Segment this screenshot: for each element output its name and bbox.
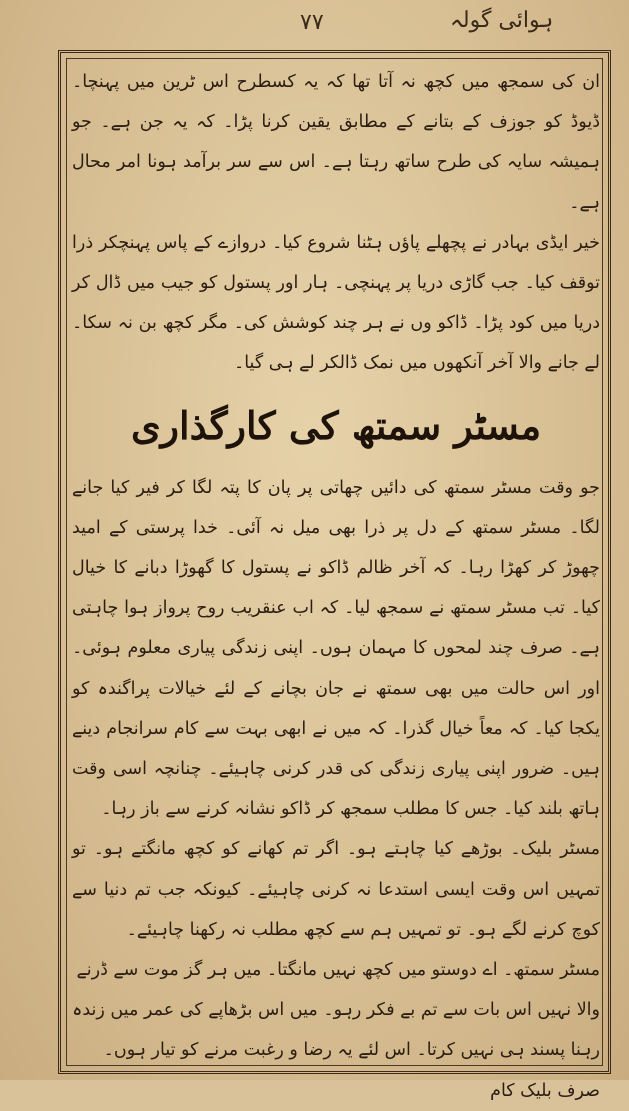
page-header bbox=[0, 4, 629, 44]
paragraph-smith-shot: جو وقت مسٹر سمتھ کی دائیں چھاتی پر پان کا پتہ لگا کر فیر کیا جانے لگا۔ مسٹر سمتھ کے دل پر ذرا بھی میل نہ آئی۔ خدا پرستی کے امید چھوڑ کر کھڑا رہا۔ کہ آخر ظالم ڈاکو نے پستول کا گھوڑا دبانے کا خیال کیا۔ تب مسٹر سمتھ نے سمجھ لیا۔ کہ اب عنقریب روح پرواز ہوا چاہتی ہے۔ صرف چند لمحوں کا مہمان ہوں۔ اپنی زندگی پیاری معلوم ہوئی۔ اور اس حالت میں بھی سمتھ نے جان بچانے کے لئے خیالات پراگندہ کو یکجا کیا۔ کہ معاً خیال گذرا۔ کہ میں نے ابھی بہت سے کام سرانجام دینے ہیں۔ ضرور اپنی پیاری زندگی کی قدر کرنی چاہیئے۔ چنانچہ اسی وقت ہاتھ بلند کیا۔ جس کا مطلب سمجھ کر ڈاکو نشانہ کرنے سے باز رہا۔ bbox=[72, 477, 600, 820]
paragraph-river-jump: خیر ایڈی بہادر نے پچھلے پاؤں ہٹنا شروع کیا۔ دروازے کے پاس پہنچکر ذرا توقف کیا۔ جب گاڑی دریا پر پہنچی۔ ہار اور پستول کو جیب میں ڈال کر دریا میں کود پڑا۔ ڈاکو وں نے ہر چند کوشش کی۔ مگر کچھ بن نہ سکا۔ لے جانے والا آخر آنکھوں میں نمک ڈالکر لے ہی گیا۔ bbox=[72, 232, 600, 374]
paragraph-mr-smith-dialogue: مسٹر سمتھ۔ اے دوستو میں کچھ نہیں مانگتا۔ میں ہر گز موت سے ڈرنے والا نہیں اس بات سے تم بے فکر رہو۔ میں اس بڑھاپے کی عمر میں زندہ رہنا پسند ہی نہیں کرتا۔ اس لئے یہ رضا و رغبت مرنے کو تیار ہوں۔ صرف بلیک کام bbox=[72, 960, 600, 1101]
body-text bbox=[72, 62, 600, 1111]
section-heading: مسٹر سمتھ کی کارگذاری bbox=[130, 402, 542, 448]
running-title: ہوائی گولہ bbox=[450, 8, 554, 33]
paragraph-mr-blake-dialogue: مسٹر بلیک۔ بوڑھے کیا چاہتے ہو۔ اگر تم کھانے کو کچھ مانگتے ہو۔ تو تمہیں اس وقت ایسی استدعا نہ کرنی چاہیئے۔ کیونکہ جب تم دنیا سے کوچ کرنے لگے ہو۔ تو تمہیں ہم سے کچھ مطلب نہ رکھنا چاہیئے۔ bbox=[72, 839, 600, 940]
page-number: ۷۷ bbox=[300, 10, 324, 35]
paragraph-train-escape: ان کی سمجھ میں کچھ نہ آتا تھا کہ یہ کسطرح اس ٹرین میں پہنچا۔ ڈیوڈ کو جوزف کے بتانے کے مطابق یقین کرنا پڑا۔ کہ یہ جن ہے۔ جو ہمیشہ سایہ کی طرح ساتھ رہتا ہے۔ اس سے سر برآمد ہونا امر محال ہے۔ bbox=[72, 72, 600, 213]
section-heading-block bbox=[72, 384, 600, 468]
